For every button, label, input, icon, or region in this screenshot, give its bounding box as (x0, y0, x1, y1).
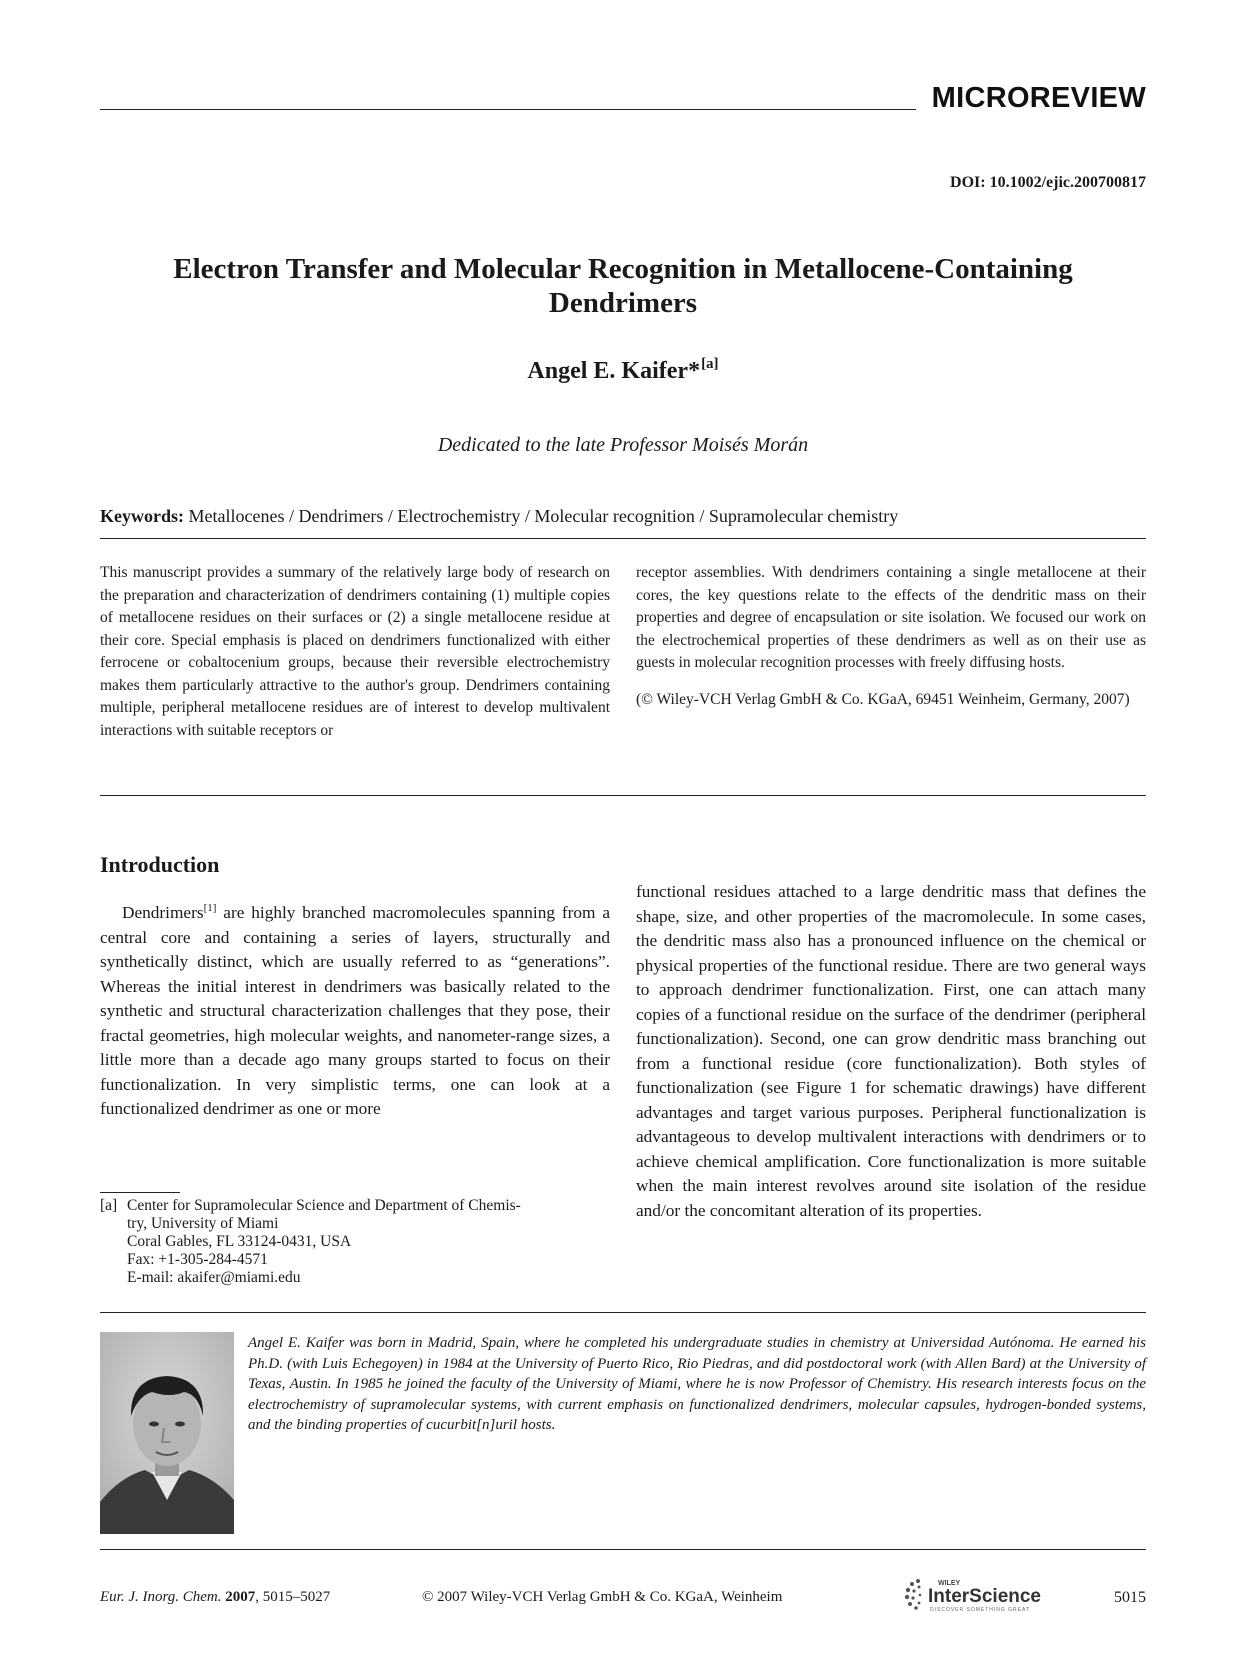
section-label (100, 82, 1146, 114)
introduction-paragraph-1 (100, 896, 610, 1122)
article-title (100, 252, 1146, 320)
author-photo (100, 1332, 234, 1534)
footer-copyright: © 2007 Wiley-VCH Verlag GmbH & Co. KGaA, Weinheim (422, 1589, 783, 1605)
interscience-logo-icon (900, 1575, 1070, 1615)
title-line-2: Dendrimers (548, 287, 698, 319)
author-affiliation-mark: [a] (701, 356, 719, 372)
footnote-mark: [a] (100, 1197, 118, 1214)
author-biography: Angel E. Kaifer was born in Madrid, Spain, where he completed his undergraduate studies in chemistry at Universidad Autónoma. He earned his Ph.D. (with Luis Echegoyen) in 1984 at the University of Puerto Rico, Rio Piedras, and did postdoctoral work (with Allen Bard) at the University of Texas, Austin. In 1985 he joined the faculty of the University of Miami, where he is now Professor of Chemistry. His research interests focus on the electrochemistry of supramolecular systems, with current emphasis on functionalized dendrimers, molecular capsules, hydrogen-bonded systems, and the binding properties of cucurbit[n]uril hosts. (248, 1335, 1146, 1433)
abstract-rule (100, 795, 1146, 796)
biography-top-rule (100, 1312, 1146, 1313)
keywords-list: Metallocenes / Dendrimers / Electrochemistry / Molecular recognition / Supramolecular chemistry (188, 506, 899, 526)
author-name: Angel E. Kaifer* (527, 358, 701, 384)
journal-pages: , 5015–5027 (255, 1589, 331, 1605)
keywords-label: Keywords: (100, 506, 184, 526)
affiliation-line: Center for Supramolecular Science and Department of Chemis- (127, 1197, 521, 1214)
author-email[interactable]: E-mail: akaifer@miami.edu (127, 1269, 301, 1286)
abstract-text-1: This manuscript provides a summary of the relatively large body of research on the preparation and characterization of dendrimers containing (1) multiple copies of metallocene residues on their surfaces or (2) a single metallocene residue at their core. Special emphasis is placed on dendrimers functionalized with either ferrocene or cobaltocenium groups, because their reversible electrochemistry makes them particularly attractive to the author's group. Dendrimers containing multiple, peripheral metallocene residues are of interest to develop multivalent interactions with suitable receptors or (100, 564, 610, 739)
keywords (100, 506, 1146, 527)
affiliation-line: Fax: +1-305-284-4571 (127, 1251, 268, 1268)
affiliation-footnote (100, 1197, 610, 1287)
footer-rule (100, 1549, 1146, 1550)
journal-name: Eur. J. Inorg. Chem. (100, 1589, 222, 1605)
introduction-heading: Introduction (100, 852, 220, 877)
body-column-2 (636, 880, 1146, 1223)
abstract-column-1 (100, 562, 610, 756)
section-title: MICROREVIEW (931, 82, 1146, 114)
title-line-1: Electron Transfer and Molecular Recognition in Metallocene-Containing (173, 253, 1073, 285)
logo-main-text: InterScience (928, 1586, 1041, 1607)
affiliation-line: Coral Gables, FL 33124-0431, USA (127, 1233, 352, 1250)
keywords-rule (100, 538, 1146, 539)
reference-1[interactable]: [1] (203, 902, 217, 914)
intro-p1-start: Dendrimers (122, 903, 204, 922)
intro-p1-rest: are highly branched macromolecules spanning from a central core and containing a series of layers, structurally and synthetically distinct, which are usually referred to as “generations”. Whereas the initial interest in dendrimers was basically related to the synthetic and structural characterization challenges that they pose, their fractal geometries, high molecular weights, and nanometer-range sizes, a little more than a decade ago many groups started to focus on their functionalization. In very simplistic terms, one can look at a functionalized dendrimer as one or more (100, 903, 610, 1118)
journal-citation (100, 1589, 330, 1606)
abstract-copyright: (© Wiley-VCH Verlag GmbH & Co. KGaA, 69451 Weinheim, Germany, 2007) (636, 690, 1130, 708)
journal-year: 2007 (225, 1589, 256, 1605)
abstract-text-2: receptor assemblies. With dendrimers containing a single metallocene at their cores, the key questions relate to the effects of the dendritic mass on their properties and degree of encapsulation or site isolation. We focused our work on the electrochemical properties of these dendrimers as well as on their use as guests in molecular recognition processes with freely diffusing hosts. (636, 564, 1146, 671)
interscience-logo (900, 1575, 1070, 1615)
page-number: 5015 (1114, 1589, 1146, 1606)
footnote-rule (100, 1192, 180, 1193)
introduction-paragraph-2: functional residues attached to a large dendritic mass that defines the shape, size, and other properties of the macromolecule. In some cases, the dendritic mass also has a pronounced influence on the chemical or physical properties of the functional residue. There are two general ways to approach dendrimer functionalization. First, one can attach many copies of a functional residue on the surface of the dendrimer (peripheral functionalization). Second, one can grow dendritic mass branching out from a functional residue (core functionalization). Both styles of functionalization (see Figure 1 for schematic drawings) have different advantages and target various purposes. Peripheral functionalization is advantageous to develop multivalent interactions with dendrimers or to achieve chemical amplification. Core functionalization is more suitable when the main interest revolves around site isolation of the residue and/or the concomitant alteration of its properties. (636, 882, 1146, 1220)
affiliation-line: try, University of Miami (127, 1215, 279, 1232)
dedication: Dedicated to the late Professor Moisés Morán (437, 434, 809, 456)
doi[interactable]: DOI: 10.1002/ejic.200700817 (950, 174, 1146, 191)
header-rule (100, 109, 916, 110)
body-column-1 (100, 896, 610, 1122)
page-footer (100, 1580, 1146, 1629)
logo-tagline: DISCOVER SOMETHING GREAT (930, 1607, 1031, 1613)
logo-top-text: WILEY (938, 1580, 961, 1587)
abstract-column-2 (636, 562, 1146, 725)
author (100, 356, 1146, 385)
